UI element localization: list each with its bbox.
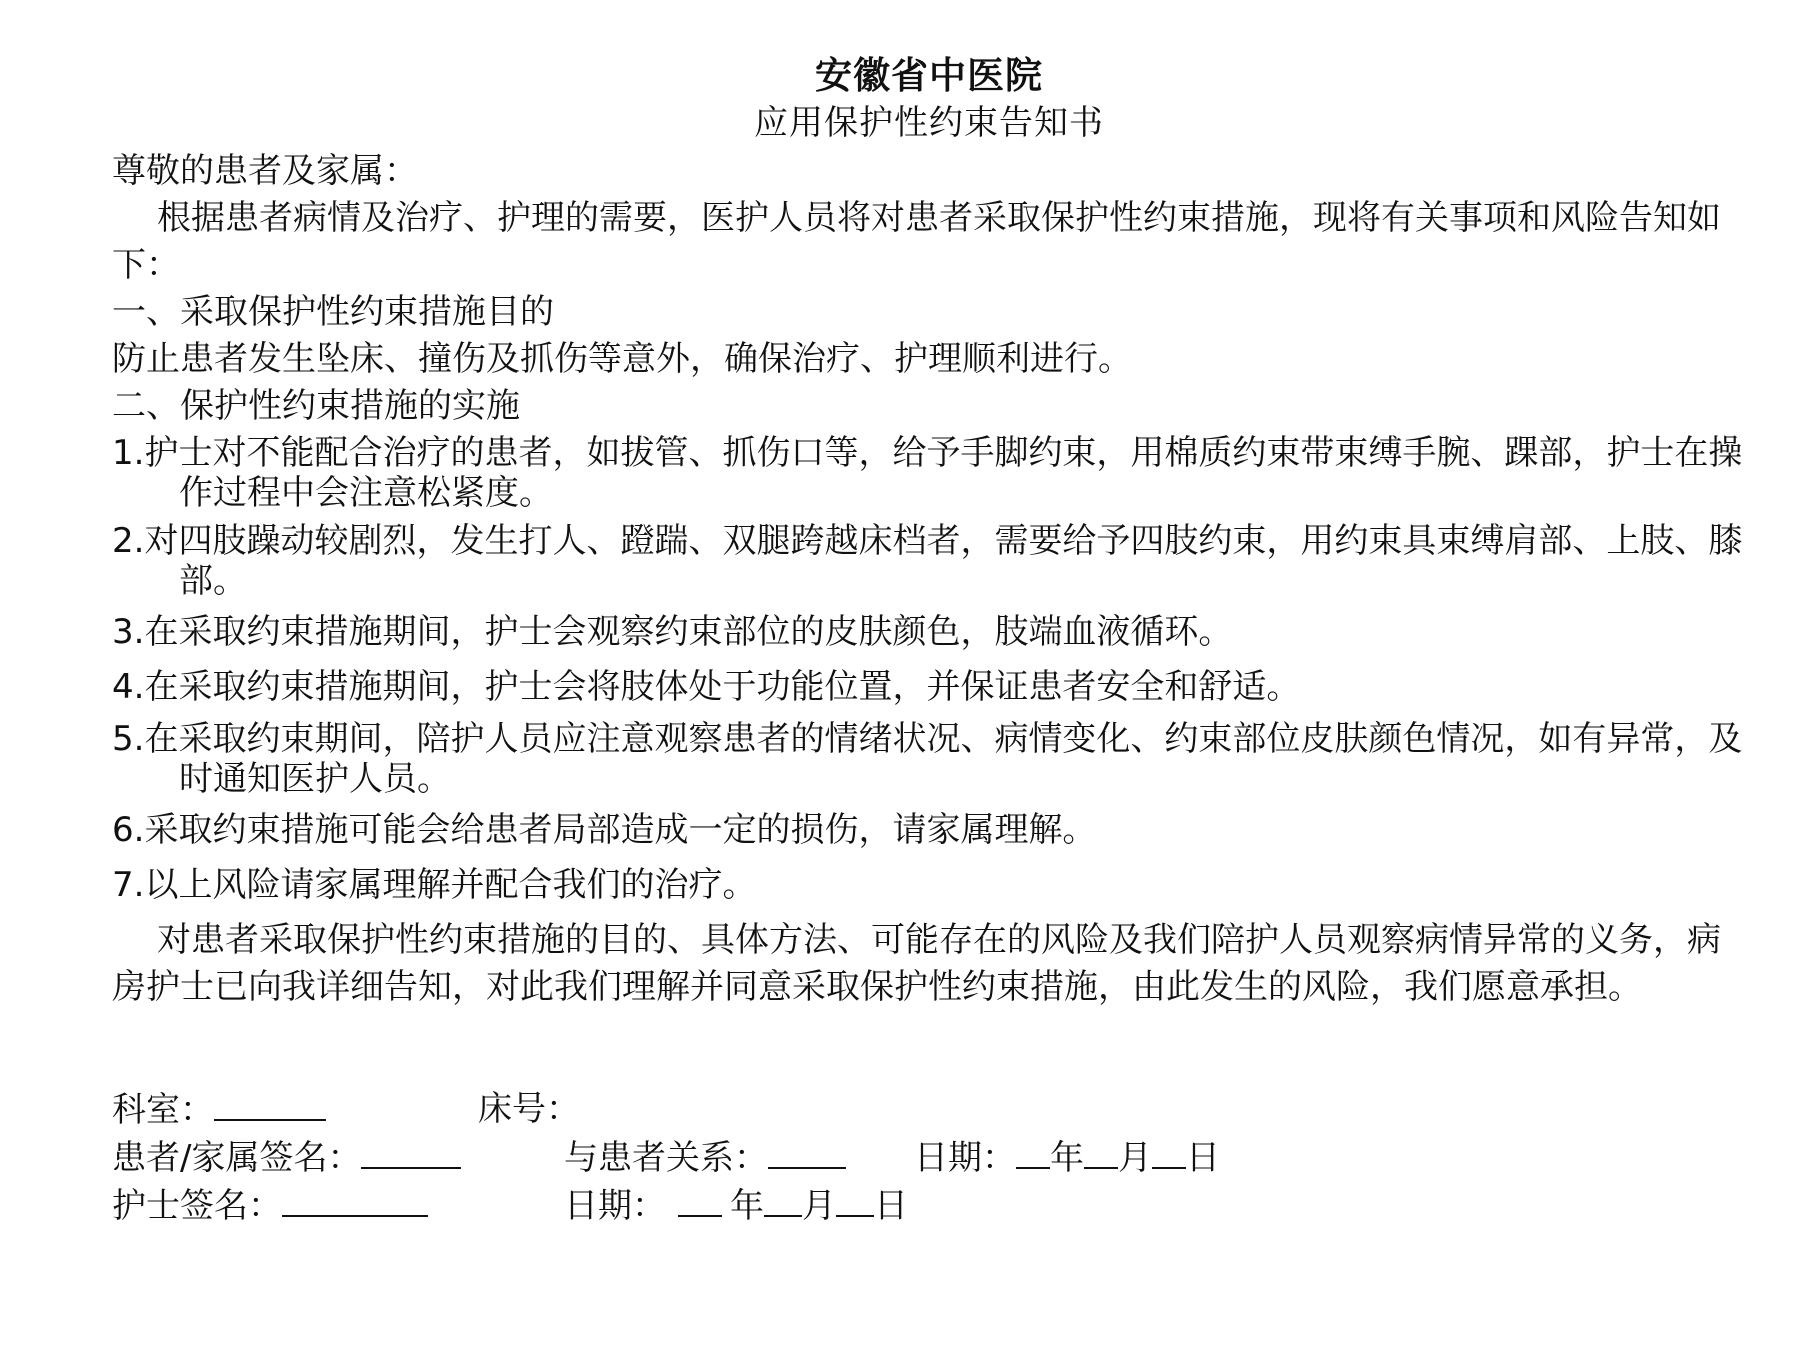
list-item: 6.采取约束措施可能会给患者局部造成一定的损伤，请家属理解。 xyxy=(112,810,1097,850)
month-label: 月 xyxy=(1118,1138,1152,1178)
patient-signature-row xyxy=(112,1133,1512,1181)
department-label: 科室： xyxy=(112,1090,214,1130)
date-label: 日期： xyxy=(564,1186,666,1226)
nurse-signature-row xyxy=(112,1181,1512,1229)
list-item: 5.在采取约束期间，陪护人员应注意观察患者的情绪状况、病情变化、约束部位皮肤颜色情况，如有异常，及时通知医护人员。 xyxy=(112,719,1743,799)
intro-paragraph: 根据患者病情及治疗、护理的需要，医护人员将对患者采取保护性约束措施，现将有关事项和风险告知如下： xyxy=(112,198,1721,285)
form-body xyxy=(112,148,1752,1011)
year-label: 年 xyxy=(730,1186,764,1226)
section1-heading: 一、采取保护性约束措施目的 xyxy=(112,292,554,332)
relation-label: 与患者关系： xyxy=(564,1138,768,1178)
section1-text: 防止患者发生坠床、撞伤及抓伤等意外，确保治疗、护理顺利进行。 xyxy=(112,339,1132,379)
patient-signature-field[interactable] xyxy=(361,1133,461,1169)
nurse-sign-label: 护士签名： xyxy=(112,1186,282,1226)
year-field[interactable] xyxy=(1016,1133,1050,1169)
bed-label: 床号： xyxy=(478,1089,580,1129)
day-label: 日 xyxy=(874,1186,908,1226)
nurse-signature-field[interactable] xyxy=(282,1181,428,1217)
day-field[interactable] xyxy=(836,1181,874,1217)
relation-field[interactable] xyxy=(768,1133,846,1169)
date-label: 日期： xyxy=(914,1138,1016,1178)
year-label: 年 xyxy=(1050,1138,1084,1178)
consent-paragraph: 对患者采取保护性约束措施的目的、具体方法、可能存在的风险及我们陪护人员观察病情异常的义务，病房护士已向我详细告知，对此我们理解并同意采取保护性约束措施，由此发生的风险，我们愿意承担。 xyxy=(112,920,1721,1007)
month-label: 月 xyxy=(802,1186,836,1226)
day-label: 日 xyxy=(1186,1138,1220,1178)
list-item: 7.以上风险请家属理解并配合我们的治疗。 xyxy=(112,865,757,905)
year-field[interactable] xyxy=(678,1181,722,1217)
document-title: 应用保护性约束告知书 xyxy=(754,103,1104,143)
list-item: 4.在采取约束措施期间，护士会将肢体处于功能位置，并保证患者安全和舒适。 xyxy=(112,667,1301,707)
signature-section xyxy=(112,1085,1512,1229)
section2-heading: 二、保护性约束措施的实施 xyxy=(112,386,520,426)
list-item: 3.在采取约束措施期间，护士会观察约束部位的皮肤颜色，肢端血液循环。 xyxy=(112,612,1233,652)
department-field[interactable] xyxy=(214,1085,326,1121)
day-field[interactable] xyxy=(1152,1133,1186,1169)
list-item: 1.护士对不能配合治疗的患者，如拔管、抓伤口等，给予手脚约束，用棉质约束带束缚手腕、踝部，护士在操作过程中会注意松紧度。 xyxy=(112,433,1743,513)
list-item: 2.对四肢躁动较剧烈，发生打人、蹬踹、双腿跨越床档者，需要给予四肢约束，用约束具束缚肩部、上肢、膝部。 xyxy=(112,521,1743,601)
patient-sign-label: 患者/家属签名： xyxy=(112,1138,362,1178)
hospital-name: 安徽省中医院 xyxy=(815,54,1043,97)
month-field[interactable] xyxy=(1084,1133,1118,1169)
month-field[interactable] xyxy=(764,1181,802,1217)
department-row xyxy=(112,1085,1512,1133)
salutation: 尊敬的患者及家属： xyxy=(112,151,418,191)
